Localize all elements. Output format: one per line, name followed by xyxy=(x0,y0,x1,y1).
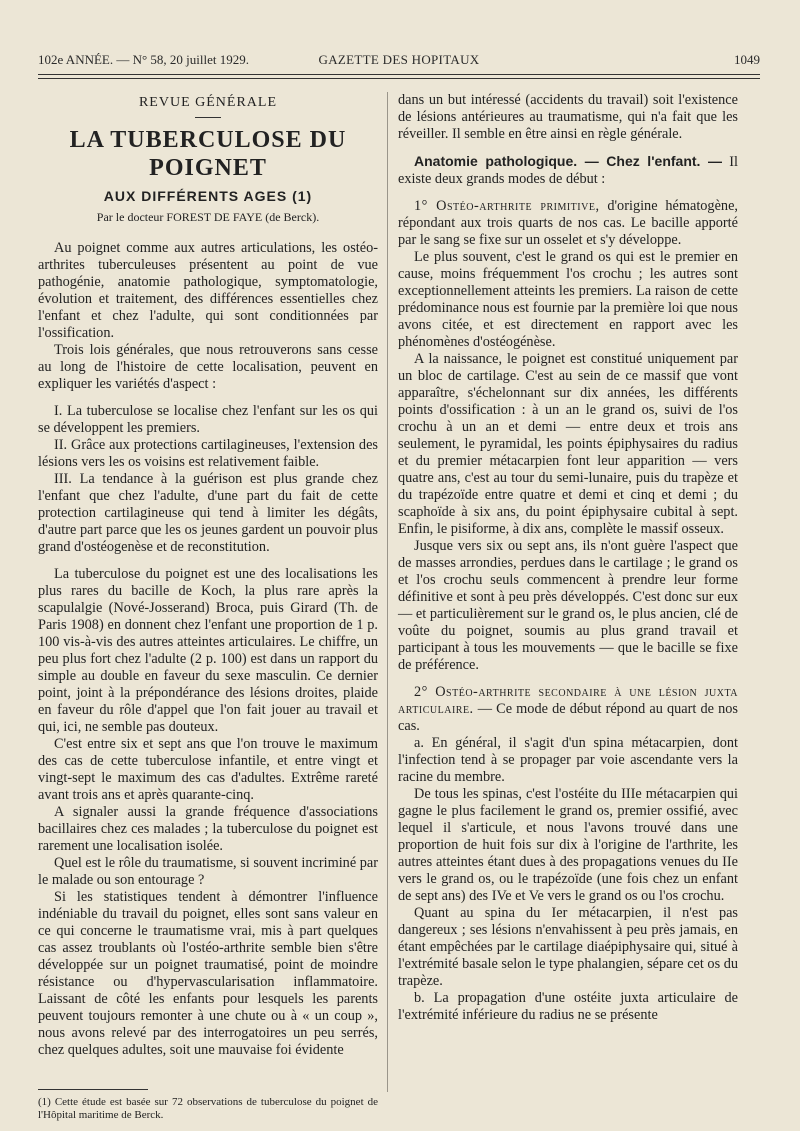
paragraph: Jusque vers six ou sept ans, ils n'ont guère l'aspect que de masses arrondies, perdues dans le cartilage ; le grand os et l'os crochu seuls commencent à prendre leur forme définitive et sont à peu près développés. C'est donc sur eux — et particulièrement sur le grand os, le plus ancien, clé de voûte du poignet, soumis au plus grand travail et participant à tous les mouvements — que le bacille se fixe de préférence. xyxy=(398,538,738,673)
issue-info: 102e ANNÉE. — N° 58, 20 juillet 1929. xyxy=(38,52,250,67)
left-column xyxy=(38,92,378,1122)
right-column xyxy=(398,92,738,1024)
section-heading: Anatomie pathologique. — Chez l'enfant. — xyxy=(414,153,722,169)
paragraph-text: — Ce mode de début répond au quart de nos cas. xyxy=(398,701,738,734)
header-rule-double xyxy=(38,78,760,79)
paragraph: Quant au spina du Ier métacarpien, il n'est pas dangereux ; ses lésions n'envahissent à peu près jamais, en étant empêchées par le cartilage diaépiphysaire qui, situé à l'extrémité basale selon le type phalangien, sépare cet os du trapèze. xyxy=(398,905,739,989)
paragraph: De tous les spinas, c'est l'ostéite du IIIe métacarpien qui gagne le plus facilement le grand os, premier ossifié, avec lequel il s'articule, et nous l'avons trouvé dans une proportion de huit fois sur dix à l'origine de l'arthrite, les autres atteintes étant dues à des propagations venues du IIe vers le grand os, ou le trapézoïde (une fois chez un enfant de sept ans) des IVe et Ve vers le grand os ou l'os crochu. xyxy=(398,786,738,904)
paragraph: C'est entre six et sept ans que l'on trouve le maximum des cas de cette tuberculose infantile, et entre vingt et vingt-sept le maximum des cas d'adultes. Extrême rareté avant trois ans et après quarante-cinq. xyxy=(38,736,378,803)
running-header xyxy=(38,52,760,72)
byline: Par le docteur FOREST DE FAYE (de Berck). xyxy=(96,210,320,224)
journal-name: GAZETTE DES HOPITAUX xyxy=(318,52,480,67)
paragraph: Au poignet comme aux autres articulations, les ostéo-arthrites tuberculeuses présentent au point de vue pathogénie, anatomie pathologique, symptomatologie, évolution et traitement, des différences essentielles chez l'enfant et chez l'adulte, qui sont conditionnées par l'ossification. xyxy=(38,240,378,341)
header-rule xyxy=(38,74,760,75)
footnote-rule xyxy=(38,1089,148,1090)
paragraph-text: Il existe deux grands modes de début : xyxy=(398,154,738,187)
footnote: (1) Cette étude est basée sur 72 observations de tuberculose du poignet de l'Hôpital maritime de Berck. xyxy=(38,1096,378,1121)
anatomy-paragraph xyxy=(398,153,738,188)
paragraph: Le plus souvent, c'est le grand os qui est le premier en cause, moins fréquemment l'os crochu ; les autres sont exceptionnellement atteints les premiers. La raison de cette prédominance nous est fournie par la première loi que nous avons citée, et est directement en rapport avec les phénomènes d'ostéogénèse. xyxy=(398,249,738,350)
law-2: II. Grâce aux protections cartilagineuses, l'extension des lésions vers les os voisins est relativement faible. xyxy=(38,437,378,470)
page-number: 1049 xyxy=(734,52,760,67)
paragraph: dans un but intéressé (accidents du travail) soit l'existence de lésions antérieures au traumatisme, qui n'a fait que les réveiller. Il semble en être ainsi en règle générale. xyxy=(398,92,738,142)
paragraph: b. La propagation d'une ostéite juxta articulaire de l'extrémité inférieure du radius ne se présente xyxy=(398,990,738,1023)
article-title: LA TUBERCULOSE DU POIGNET xyxy=(69,127,347,181)
rubric-rule xyxy=(195,117,221,118)
law-1: I. La tuberculose se localise chez l'enfant sur les os qui se développent les premiers. xyxy=(38,403,378,436)
paragraph: Trois lois générales, que nous retrouverons sans cesse au long de l'histoire de cette localisation, peuvent en expliquer les variétés d'aspect : xyxy=(38,342,378,392)
paragraph: Si les statistiques tendent à démontrer l'influence indéniable du travail du poignet, elles sont sans valeur en ce qui concerne le traumatisme vrai, mis à part quelques cas assez troublants où l'ostéo-arthrite semble bien s'être développée sur un poignet traumatisé, point de moindre résistance ou d'hypervascularisation inflammatoire. Laissant de côté les enfants pour lesquels les parents peuvent toujours remonter à une chute ou à « un coup », nous avons relevé par des interrogatoires un peu serrés, chez quelques adultes, soit une mauvaise foi évidente xyxy=(38,889,378,1058)
section-rubric: REVUE GÉNÉRALE xyxy=(138,95,278,110)
article-subtitle: AUX DIFFÉRENTS AGES (1) xyxy=(103,188,313,204)
paragraph: A la naissance, le poignet est constitué uniquement par un bloc de cartilage. C'est au sein de ce massif que vont apparaître, s'échelonnant sur dix années, les différents points d'ossification : à un an le grand os, suivi de l'os crochu à un an et demi — entre deux et trois ans seulement, le pyramidal, les points épiphysaires du radius et du premier métacarpien font leur apparition — vers quatre ans, c'est au tour du semi-lunaire, puis du trapèze et du trapézoïde entre quatre et demi et cinq et demi ; du scaphoïde à six ans, du point épiphysaire cubital à sept. Enfin, le pisiforme, à dix ans, complète le massif osseux. xyxy=(398,351,738,537)
subsection-label: 2° Ostéo-arthrite secondaire à une lésion juxta articulaire. xyxy=(398,684,738,717)
paragraph: La tuberculose du poignet est une des localisations les plus rares du bacille de Koch, la plus rare après la scapulalgie (Nové-Josserand) Broca, puis Girard (Th. de Paris 1908) en donnent chez l'enfant une proportion de 1 p. 100 vis-à-vis des autres atteintes articulaires. Le chiffre, un peu plus fort chez l'adulte (2 p. 100) est dans un rapport du simple au double en faveur du sexe masculin. Ce dernier point, joint à la prépondérance des lésions droites, plaide en faveur du rôle d'appel que l'on fait jouer au travail et qui, ici, ne semble pas douteux. xyxy=(38,566,378,735)
paragraph: A signaler aussi la grande fréquence d'associations bacillaires chez ces malades ; la tuberculose du poignet est rarement une localisation isolée. xyxy=(38,804,378,854)
paragraph-text: d'origine hématogène, répondant aux trois quarts de nos cas. Le bacille apporté par le sang se fixe sur un osselet et s'y développe. xyxy=(398,198,738,248)
paragraph: Quel est le rôle du traumatisme, si souvent incriminé par le malade ou son entourage ? xyxy=(38,855,378,888)
law-3: III. La tendance à la guérison est plus grande chez l'enfant que chez l'adulte, d'une part du fait de cette protection cartilagineuse qui tend à limiter les dégâts, d'autre part parce que les os jeunes gardent un pouvoir plus grand d'ostéogenèse et de reconstitution. xyxy=(38,471,378,555)
osteo-primary-paragraph xyxy=(398,198,738,249)
paragraph: a. En général, il s'agit d'un spina métacarpien, dont l'infection tend à se propager par voie ascendante vers la racine du membre. xyxy=(398,735,738,785)
osteo-secondary-paragraph xyxy=(398,684,738,735)
subsection-label: 1° Ostéo-arthrite primitive, xyxy=(414,198,600,214)
column-separator xyxy=(387,92,388,1092)
